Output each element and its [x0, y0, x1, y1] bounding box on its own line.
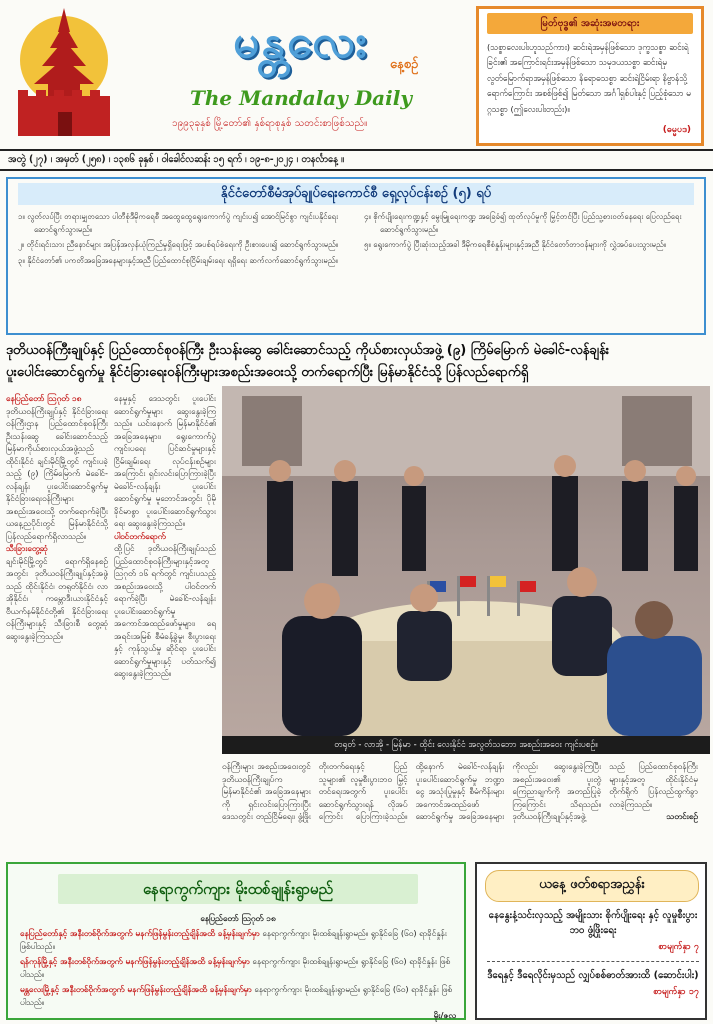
weather-item	[20, 955, 456, 981]
article-dateline: နေပြည်တော် ဩဂုတ် ၁၈	[6, 393, 82, 403]
objectives-column-left	[18, 211, 348, 270]
contents-item[interactable]: နေနွေးနံ့သင်းလှသည့် အမျိုးသား စိုက်ပျိုးရေး နှင့် လူမှုစီးပွားဘဝ ဖွံ့ဖြိုးရေး	[488, 910, 698, 936]
weather-box-title: နေရာကွက်ကျား မိုးထစ်ချုန်းရွာမည်	[58, 874, 418, 904]
weather-forecast-box	[6, 862, 466, 1020]
photo-caption: တရုတ် - လာအို - မြန်မာ - ထိုင်း လေးနိုင်ငံ အလွတ်သဘော အစည်းအဝေး ကျင်းပစဉ်။	[222, 736, 710, 754]
weather-item-text: နေရာကွက်ကျား မိုးထစ်ချုန်းရွာမည်။ ရွာနိုင်ခြေ (၆၀) ရာခိုင်နှုန်း ဖြစ်ပါသည်။	[20, 956, 451, 979]
divider	[487, 961, 699, 962]
contents-box-body	[487, 908, 699, 1006]
lead-headline	[6, 340, 706, 384]
article-text: ထို့ပြင် ဒုတိယဝန်ကြီးချုပ်သည် ပြည်ထောင်စုဝန်ကြီးများနှင့်အတူ ဩဂုတ် ၁၆ ရက်တွင် ကျင်းပသည့် အစည်းအဝေးသို့ ပါဝင်တက်ရောက်ခဲ့ပြီး မဲခေါင်-လန်ချန်း ပူးပေါင်းဆောင်ရွက်မှု အကောင်အထည်ဖော်မှုများ၊ ရေအရင်းအမြစ် စီမံခန့်ခွဲမှု၊ စီးပွားရေးနှင့် ကုန်သွယ်မှု ဆိုင်ရာ ပူးပေါင်းဆောင်ရွက်မှုများနှင့် ပတ်သက်၍ ဆွေးနွေးခဲ့ကြသည်။	[114, 543, 216, 678]
objective-item: ၁။ လွတ်လပ်ပြီး တရားမျှတသော ပါတီစုံဒီမိုကရေစီ အထွေထွေရွေးကောက်ပွဲ ကျင်းပ၍ အောင်မြင်စွာ ကျင်းပနိုင်ရေး ဆောင်ရွက်သွားမည်။	[18, 212, 339, 234]
meeting-photo	[222, 386, 710, 736]
palace-tower-logo	[12, 4, 124, 140]
article-subheading: သီးခြားတွေ့ဆုံ	[6, 543, 48, 553]
masthead-title-english: The Mandalay Daily	[190, 86, 412, 110]
contents-box-title: ယနေ့ ဖတ်စရာအညွှန်း	[485, 870, 699, 902]
masthead-title-myanmar: မန္တလေး	[233, 14, 369, 68]
objective-item: ၂။ တိုင်းရင်းသား ညီနောင်များ အပြန်အလှန်ယုံကြည်မှုရှိရေးဖြင့် အပစ်ရပ်စဲရေးကို ဦးစားပေး၍ ဆောင်ရွက်သွားမည်။	[18, 240, 339, 250]
dhamma-box-title: မြတ်ဗုဒ္ဓ၏ အဆုံးအမတရား	[487, 13, 693, 34]
masthead-tagline: ၁၉၉၃ခုနှစ် မြို့တော်၏ နှစ်ရာစုနှစ် သတင်းစာဖြစ်သည်။	[172, 118, 368, 129]
article-subheading: ပါဝင်တက်ရောက်	[114, 530, 166, 541]
issue-info-line: အတွဲ (၂၇) ၊ အမှတ် (၂၅၈) ၊ ၁၃၈၆ ခုနှစ် ၊ ဝါခေါင်လဆန်း ၁၅ ရက် ၊ ၁၉-၈-၂၀၂၄ ၊ တနင်္လာနေ့ ။	[0, 149, 713, 171]
weather-item-lead: နေပြည်တော်နှင့် အနီးတစ်ဝိုက်အတွက် မနက်ဖြန်မွန်းတည့်ချိန်အထိ ခန့်မှန်းချက်မှာ	[20, 928, 260, 938]
headline-line-1: ဒုတိယဝန်ကြီးချုပ်နှင့် ပြည်ထောင်စုဝန်ကြီး ဦးသန်းဆွေ ခေါင်းဆောင်သည့် ကိုယ်စားလှယ်အဖွဲ့ (၉) ကြိမ်မြောက် မဲခေါင်-လန်ချန်း	[6, 343, 610, 358]
state-council-objectives-box	[6, 177, 706, 335]
article-column-1	[6, 392, 108, 852]
article-text: ချင်းမိုင်မြို့တွင် ရောက်ရှိနေစဉ်အတွင်း ဒုတိယဝန်ကြီးချုပ်နှင့်အဖွဲ့သည် ထိုင်းနိုင်ငံ၊ တရုတ်နိုင်ငံ၊ လာအိုနိုင်ငံ၊ ကမ္ဘောဒီးယားနိုင်ငံနှင့် ဗီယက်နမ်နိုင်ငံတို့၏ နိုင်ငံခြားရေးဝန်ကြီးများနှင့် သီးခြားစီ တွေ့ဆုံဆွေးနွေးခဲ့ကြသည်။	[6, 555, 108, 641]
weather-dateline: နေပြည်တော် ဩဂုတ် ၁၈	[200, 913, 276, 923]
contents-page-number: စာမျက်နှာ ၁၇	[653, 987, 699, 997]
objective-item: ၅။ ရွေးကောက်ပွဲ ပြီးဆုံးသည့်အခါ ဒီမိုကရေစီစံနှုန်းများနှင့်အညီ နိုင်ငံတော်တာဝန်များကို လွှဲအပ်ပေးသွားမည်။	[364, 240, 667, 250]
article-continuation	[222, 760, 698, 854]
contents-item[interactable]: ဒီရေနှင့် ဒီရေလိုင်းမှသည် လျှပ်စစ်ဓာတ်အားထိ (ဆောင်းပါး)	[487, 970, 699, 981]
todays-contents-box	[475, 862, 707, 1020]
article-text: နေမှုနှင့် ဒေသတွင်း ပူးပေါင်းဆောင်ရွက်မှုများ ဆွေးနွေးခဲ့ကြသည်။ ယင်းနောက် မြန်မာနိုင်ငံ၏ အခြေအနေများ၊ ရွေးကောက်ပွဲ ကျင်းပရေး ပြင်ဆင်မှုများနှင့် ငြိမ်းချမ်းရေး လုပ်ငန်းစဉ်များအကြောင်း ရှင်းလင်းပြောကြားခဲ့ပြီး မဲခေါင်-လန်ချန်း ပူးပေါင်းဆောင်ရွက်မှု မူဘောင်အတွင်း ပိုမိုခိုင်မာစွာ ပူးပေါင်းဆောင်ရွက်သွားရေး ဆွေးနွေးခဲ့ကြသည်။	[114, 393, 216, 528]
contents-page-number: စာမျက်နှာ ၇	[658, 942, 699, 952]
weather-item-text: နေရာကွက်ကျား မိုးထစ်ချုန်းရွာမည်။ ရွာနိုင်ခြေ (၆၀) ရာခိုင်နှုန်း ဖြစ်ပါသည်။	[20, 928, 447, 951]
objectives-box-title: နိုင်ငံတော်စီမံအုပ်ချုပ်ရေးကောင်စီ ရှေ့လုပ်ငန်းစဉ် (၅) ရပ်	[18, 183, 694, 205]
objective-item: ၄။ စိုက်ပျိုးရေးကဏ္ဍနှင့် မွေးမြူရေးကဏ္ဍ အခြေခံ၍ ထုတ်လုပ်မှုကို မြှင့်တင်ပြီး ပြည်သူ့စားဝတ်နေရေး ပြေလည်ရေး ဆောင်ရွက်သွားမည်။	[364, 212, 682, 234]
weather-item-lead: ရန်ကုန်မြို့နှင့် အနီးတစ်ဝိုက်အတွက် မနက်ဖြန်မွန်းတည့်ချိန်အထိ ခန့်မှန်းချက်မှာ	[20, 956, 250, 966]
headline-line-2: ပူးပေါင်းဆောင်ရွက်မှု နိုင်ငံခြားရေးဝန်ကြီးများအစည်းအဝေးသို့ တက်ရောက်ပြီး မြန်မာနိုင်ငံသို့ ပြန်လည်ရောက်ရှိ	[6, 365, 529, 380]
weather-box-body	[20, 912, 456, 1022]
dhamma-box-body: (သစ္စာလေးပါးဟူသည်ကား) ဆင်းရဲအမှန်ဖြစ်သော ဒုက္ခသစ္စာ ဆင်းရဲခြင်း၏ အကြောင်းရင်းအမှန်ဖြစ်သော သမုဒယသစ္စာ ဆင်းရဲမှ လွတ်မြောက်ရာအမှန်ဖြစ်သော နိရောဓသစ္စာ ဆင်းရဲငြိမ်းရာ နိဗ္ဗာန်သို့ရောက်ကြောင်း အစစ်ဖြစ်၍ မြတ်သော အင်္ဂါရှစ်ပါးနှင့် ပြည့်စုံသော မဂ္ဂသစ္စာ (ဤလေးပါးတည်း)။	[487, 42, 691, 114]
dhamma-box-source: (ဓမ္မပဒ)	[662, 125, 691, 135]
article-text: ဝန်ကြီးများ အစည်းအဝေးတွင် ဒုတိယဝန်ကြီးချုပ်က မြန်မာနိုင်ငံ၏ အခြေအနေများကို ရှင်းလင်းပြောကြားပြီး ဒေသတွင်း တည်ငြိမ်ရေး၊ ဖွံ့ဖြိုးတိုးတက်ရေးနှင့် ပြည်သူများ၏ လူမှုစီးပွားဘဝ မြှင့်တင်ရေးအတွက် ပူးပေါင်းဆောင်ရွက်သွားရန် လိုအပ်ကြောင်း ပြောကြားခဲ့သည်။ ထို့နောက် မဲခေါင်-လန်ချန်း ပူးပေါင်းဆောင်ရွက်မှု ဘဏ္ဍာငွေ အသုံးပြုမှုနှင့် စီမံကိန်းများ အကောင်အထည်ဖော်ဆောင်ရွက်မှု အခြေအနေများကိုလည်း ဆွေးနွေးခဲ့ကြပြီး အစည်းအဝေး၏ ပူးတွဲကြေညာချက်ကို အတည်ပြုခဲ့ကြကြောင်း သိရသည်။ ဒုတိယဝန်ကြီးချုပ်နှင့်အဖွဲ့သည် ပြည်ထောင်စုဝန်ကြီးများနှင့်အတူ ထိုင်းနိုင်ငံမှ တိုက်ရိုက် ပြန်လည်ထွက်ခွာလာခဲ့ကြသည်။	[222, 761, 698, 821]
weather-item	[20, 983, 456, 1009]
weather-item-text: နေရာကွက်ကျား မိုးထစ်ချုန်းရွာမည်။ ရွာနိုင်ခြေ (၆၀) ရာခိုင်နှုန်း ဖြစ်ပါသည်။	[20, 984, 453, 1007]
objective-item: ၃။ နိုင်ငံတော်၏ ပကတိအခြေအနေများနှင့်အညီ ပြည်ထောင်စုငြိမ်းချမ်းရေး ရရှိရေး ဆက်လက်ဆောင်ရွက်သွားမည်။	[18, 255, 338, 265]
weather-item-lead: မန္တလေးမြို့နှင့် အနီးတစ်ဝိုက်အတွက် မနက်ဖြန်မွန်းတည့်ချိန်အထိ ခန့်မှန်းချက်မှာ	[20, 984, 252, 994]
article-column-2	[114, 392, 216, 852]
dhamma-box	[476, 6, 704, 146]
objectives-column-right	[364, 211, 694, 255]
meeting-photo-illustration	[222, 386, 710, 736]
weather-signoff: မိုး/ဇလ	[433, 1010, 456, 1020]
article-text: ဒုတိယဝန်ကြီးချုပ်နှင့် နိုင်ငံခြားရေးဝန်ကြီးဌာန ပြည်ထောင်စုဝန်ကြီး ဦးသန်းဆွေ ခေါင်းဆောင်သည့် မြန်မာကိုယ်စားလှယ်အဖွဲ့သည် ထိုင်းနိုင်ငံ ချင်းမိုင်မြို့တွင် ကျင်းပခဲ့သည့် (၉) ကြိမ်မြောက် မဲခေါင်-လန်ချန်း ပူးပေါင်းဆောင်ရွက်မှု နိုင်ငံခြားရေးဝန်ကြီးများ အစည်းအဝေးသို့ တက်ရောက်ခဲ့ပြီး ယနေ့ညပိုင်းတွင် မြန်မာနိုင်ငံသို့ ပြန်လည်ရောက်ရှိလာသည်။	[6, 405, 108, 541]
masthead-subtitle: နေ့စဉ်	[390, 57, 419, 72]
masthead	[0, 0, 465, 145]
article-signoff: သတင်းစဉ်	[666, 811, 698, 821]
weather-item	[20, 927, 456, 953]
